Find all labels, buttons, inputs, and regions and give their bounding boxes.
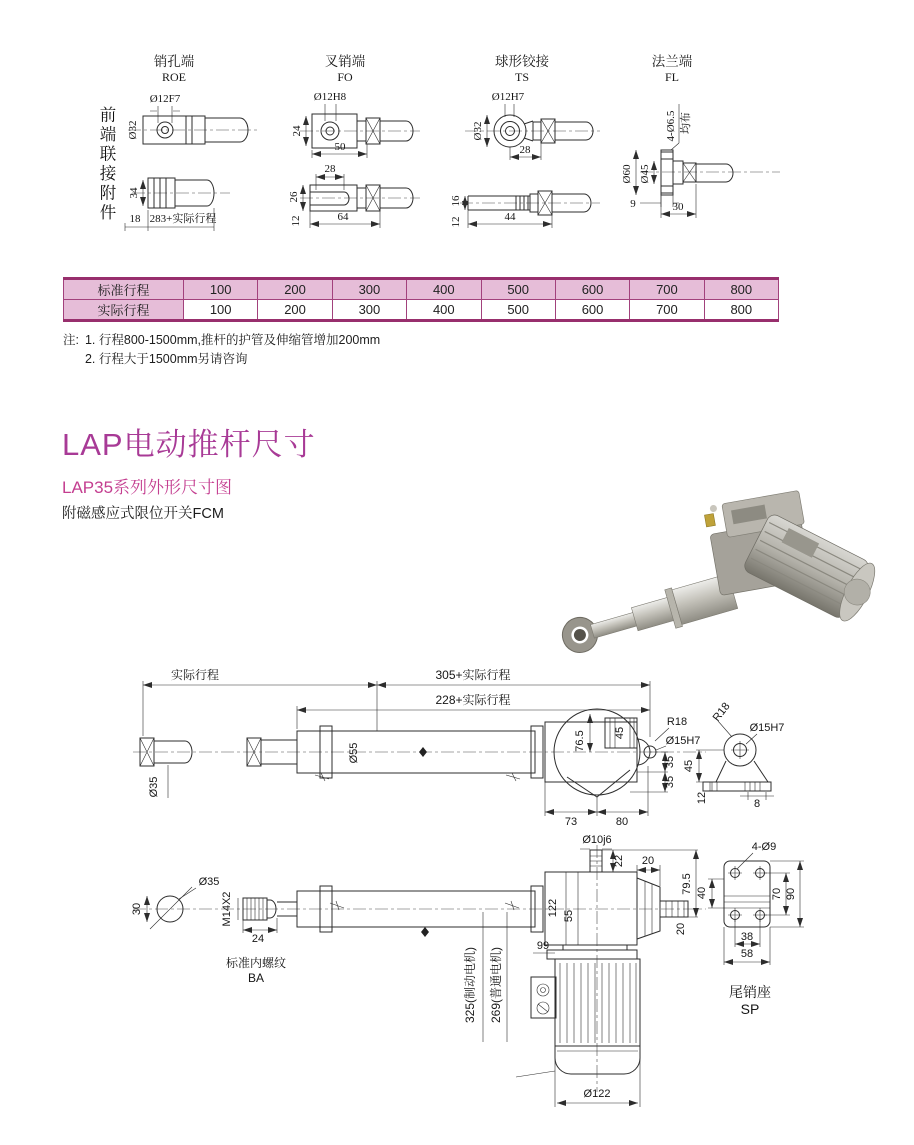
fo-height-dim: 24 <box>291 125 303 137</box>
plate-name-label: 尾销座 <box>729 984 771 1000</box>
bot-d20a-dim: 20 <box>641 855 655 867</box>
bottom-drawing <box>131 834 706 1107</box>
fo-slot-dim: 28 <box>324 163 336 175</box>
plate-d40-dim: 40 <box>696 886 708 900</box>
cell: 500 <box>481 279 555 300</box>
plate-d58-dim: 58 <box>740 948 754 960</box>
notes-prefix: 注: <box>63 333 79 347</box>
roe-offset-dim: 18 <box>129 213 141 225</box>
product-photo <box>558 490 884 659</box>
bracket-w-dim: 8 <box>753 798 761 810</box>
fo-forkh-dim: 26 <box>288 191 300 203</box>
plate-d38-dim: 38 <box>740 931 754 943</box>
bot-rod-w-dim: 30 <box>131 902 143 916</box>
fo-code: FO <box>337 70 353 84</box>
front-fittings-side-label: 前端联接附件 <box>97 106 116 223</box>
notes-block <box>63 331 380 369</box>
cell: 600 <box>555 300 629 321</box>
top-v35b-dim: 35 <box>664 775 676 789</box>
plate-holes-dim: 4-Ø9 <box>751 841 777 853</box>
ts-rodh-dim: 16 <box>450 195 462 207</box>
fitting-ts-drawing <box>450 53 600 228</box>
roe-code: ROE <box>162 70 186 84</box>
fl-outer-dim: Ø60 <box>621 164 633 184</box>
cell: 800 <box>704 279 778 300</box>
plate-code-label: SP <box>740 1001 760 1017</box>
bot-d122-dim: 122 <box>547 898 559 918</box>
fo-pin-dim: 12 <box>290 215 302 227</box>
cell: 800 <box>704 300 778 321</box>
ts-pin-dim: 12 <box>450 216 462 228</box>
top-total-dim: 305+实际行程 <box>435 668 511 682</box>
bot-brake-dim: 325(制动电机) <box>463 946 477 1024</box>
fl-len-dim: 30 <box>672 201 684 213</box>
ts-code: TS <box>514 70 530 84</box>
roe-width-dim: 34 <box>128 187 140 199</box>
cell: 200 <box>258 300 332 321</box>
bot-tlen-dim: 24 <box>251 933 265 945</box>
table-row-standard-stroke <box>64 279 779 300</box>
cell: 700 <box>630 279 704 300</box>
ts-title: 球形铰接 <box>495 54 549 69</box>
bot-d795-dim: 79.5 <box>681 873 693 895</box>
cell: 700 <box>630 300 704 321</box>
top-drawing <box>133 668 706 828</box>
fl-title: 法兰端 <box>651 54 693 69</box>
bot-d20b-dim: 20 <box>675 922 687 936</box>
page-title: LAP电动推杆尺寸 <box>62 427 316 462</box>
fo-hole-dim: Ø12H8 <box>313 91 347 103</box>
top-tube-dia-dim: Ø55 <box>348 742 360 764</box>
fo-len2-dim: 64 <box>337 211 349 223</box>
note-line-2: 2. 行程大于1500mm另请咨询 <box>84 352 248 366</box>
top-rod-dia-dim: Ø35 <box>148 776 160 798</box>
ts-len2-dim: 44 <box>504 211 516 223</box>
cell: 300 <box>332 279 406 300</box>
thread-note-code: BA <box>247 971 265 985</box>
tail-bracket-detail <box>683 701 784 810</box>
row-label: 实际行程 <box>64 300 184 321</box>
bot-thread-dim: M14X2 <box>221 891 233 927</box>
roe-title: 销孔端 <box>153 54 195 69</box>
fitting-roe-drawing <box>125 53 260 231</box>
top-circle-dim: 76.5 <box>574 730 586 752</box>
fl-code: FL <box>664 70 680 84</box>
top-v35a-dim: 35 <box>664 755 676 769</box>
top-b73-dim: 73 <box>564 816 578 828</box>
table-row-actual-stroke <box>64 300 779 321</box>
cell: 400 <box>407 300 481 321</box>
fl-thick-dim: 9 <box>630 198 636 210</box>
roe-stroke-dim: 283+实际行程 <box>149 213 217 225</box>
bracket-h-dim: 45 <box>683 759 695 773</box>
roe-dia-dim: Ø32 <box>127 120 139 140</box>
cell: 300 <box>332 300 406 321</box>
tail-plate-detail <box>696 841 804 1017</box>
thread-note-label: 标准内螺纹 <box>225 956 287 970</box>
bot-motor-dia-dim: Ø122 <box>583 1088 611 1100</box>
ts-hole-dim: Ø12H7 <box>491 91 525 103</box>
cell: 500 <box>481 300 555 321</box>
fl-pcd-dim: Ø45 <box>639 164 651 184</box>
bot-d99-dim: 99 <box>536 940 550 952</box>
cell: 100 <box>184 300 258 321</box>
ts-len-dim: 28 <box>519 144 531 156</box>
fitting-fl-drawing <box>621 53 780 218</box>
cell: 200 <box>258 279 332 300</box>
cell: 100 <box>184 279 258 300</box>
top-block-dim: 45 <box>614 726 626 740</box>
plate-d90-dim: 90 <box>785 887 797 901</box>
top-r18-dim: R18 <box>666 716 688 728</box>
bot-shaft-dim: Ø10j6 <box>582 834 612 846</box>
fl-pattern-label: 均布 <box>680 112 692 134</box>
bot-d55-dim: 55 <box>563 909 575 923</box>
fo-len-dim: 50 <box>334 141 346 153</box>
note-line-1: 1. 行程800-1500mm,推杆的护管及伸缩管增加200mm <box>84 333 381 347</box>
top-pin-dim: Ø15H7 <box>665 735 701 747</box>
top-stroke-dim: 实际行程 <box>170 668 220 682</box>
section-subtitle: LAP35系列外形尺寸图 <box>62 478 233 497</box>
row-label: 标准行程 <box>64 279 184 300</box>
ts-dia-dim: Ø32 <box>472 121 484 141</box>
bot-rod-dia-dim: Ø35 <box>198 876 220 888</box>
cell: 400 <box>407 279 481 300</box>
fo-title: 叉销端 <box>324 54 366 69</box>
top-body-dim: 228+实际行程 <box>435 693 511 707</box>
plate-d70-dim: 70 <box>771 887 783 901</box>
bracket-pin-dim: Ø15H7 <box>749 722 785 734</box>
bracket-t-dim: 12 <box>696 791 708 805</box>
fitting-fo-drawing <box>288 53 420 228</box>
bracket-r18-dim: R18 <box>710 700 733 724</box>
bot-d22-dim: 22 <box>613 854 625 868</box>
cell: 600 <box>555 279 629 300</box>
top-b80-dim: 80 <box>615 816 629 828</box>
bot-plain-dim: 269(普通电机) <box>489 946 503 1024</box>
limit-switch-note: 附磁感应式限位开关FCM <box>62 506 224 522</box>
roe-hole-dim: Ø12F7 <box>149 93 181 105</box>
fl-holes-dim: 4-Ø6.5 <box>665 110 677 142</box>
stroke-table <box>63 277 779 322</box>
